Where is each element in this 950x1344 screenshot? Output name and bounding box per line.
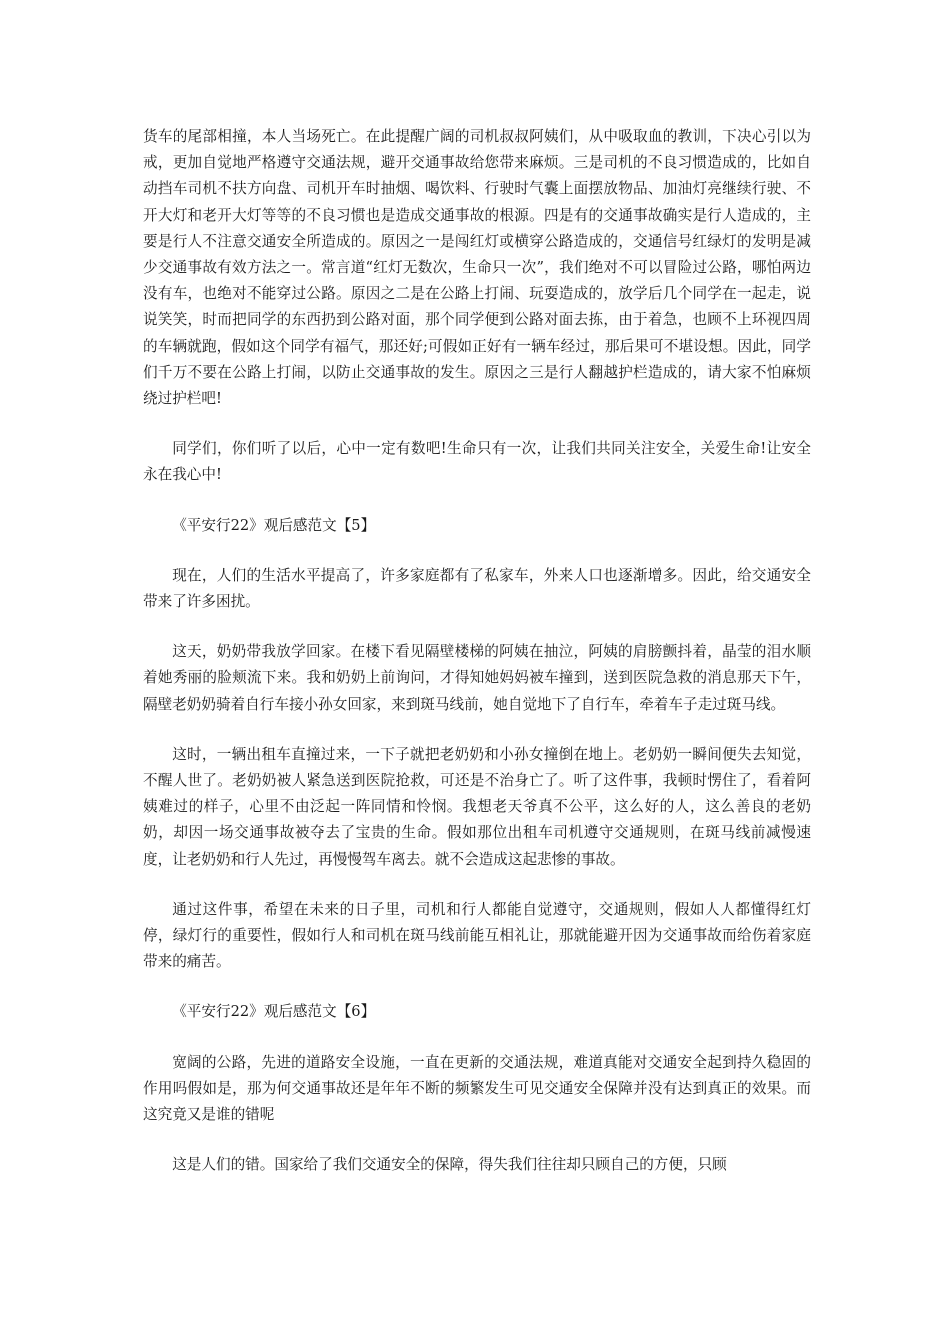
section-heading: 《平安行22》观后感范文【6】 [172, 1003, 376, 1021]
paragraph-continued: 货车的尾部相撞，本人当场死亡。在此提醒广阔的司机叔叔阿姨们，从中吸取血的教训，下决心引以为戒，更加自觉地严格遵守交通法规，避开交通事故给您带来麻烦。三是司机的不良习惯造成的，比如自动挡车司机不扶方向盘、司机开车时抽烟、喝饮料、行驶时气囊上面摆放物品、加油灯亮继续行驶、不开大灯和老开大灯等等的不良习惯也是造成交通事故的根源。四是有的交通事故确实是行人造成的，主要是行人不注意交通安全所造成的。原因之一是闯红灯或横穿公路造成的，交通信号红绿灯的发明是减少交通事故有效方法之一。常言道“红灯无数次，生命只一次”，我们绝对不可以冒险过公路，哪怕两边没有车，也绝对不能穿过公路。原因之二是在公路上打闹、玩耍造成的，放学后几个同学在一起走，说说笑笑，时而把同学的东西扔到公路对面，那个同学便到公路对面去拣，由于着急，也顾不上环视四周的车辆就跑，假如这个同学有福气，那还好;可假如正好有一辆车经过，那后果可不堪设想。因此，同学们千万不要在公路上打闹，以防止交通事故的发生。原因之三是行人翻越护栏造成的，请大家不怕麻烦绕过护栏吧! [143, 128, 811, 408]
paragraph: 这天，奶奶带我放学回家。在楼下看见隔壁楼梯的阿姨在抽泣，阿姨的肩膀颤抖着，晶莹的泪水顺着她秀丽的脸颊流下来。我和奶奶上前询问，才得知她妈妈被车撞到，送到医院急救的消息那天下午，隔壁老奶奶骑着自行车接小孙女回家，来到斑马线前，她自觉地下了自行车，牵着车子走过斑马线。 [143, 643, 811, 713]
paragraph: 现在，人们的生活水平提高了，许多家庭都有了私家车，外来人口也逐渐增多。因此，给交通安全带来了许多困扰。 [143, 566, 811, 611]
document-body [143, 124, 811, 1203]
paragraph: 宽阔的公路，先进的道路安全设施，一直在更新的交通法规，难道真能对交通安全起到持久稳固的作用吗假如是，那为何交通事故还是年年不断的频繁发生可见交通安全保障并没有达到真正的效果。而这究竟又是谁的错呢 [143, 1053, 811, 1124]
paragraph: 这是人们的错。国家给了我们交通安全的保障，得失我们往往却只顾自己的方便，只顾 [172, 1156, 727, 1174]
paragraph: 同学们，你们听了以后，心中一定有数吧!生命只有一次，让我们共同关注安全，关爱生命!让安全永在我心中! [143, 440, 811, 484]
paragraph: 通过这件事，希望在未来的日子里，司机和行人都能自觉遵守，交通规则，假如人人都懂得红灯停，绿灯行的重要性，假如行人和司机在斑马线前能互相礼让，那就能避开因为交通事故而给伤着家庭带来的痛苦。 [143, 900, 811, 971]
paragraph: 这时，一辆出租车直撞过来，一下子就把老奶奶和小孙女撞倒在地上。老奶奶一瞬间便失去知觉，不醒人世了。老奶奶被人紧急送到医院抢救，可还是不治身亡了。听了这件事，我顿时愣住了，看着阿姨难过的样子，心里不由泛起一阵同情和怜悯。我想老天爷真不公平，这么好的人，这么善良的老奶奶，却因一场交通事故被夺去了宝贵的生命。假如那位出租车司机遵守交通规则，在斑马线前减慢速度，让老奶奶和行人先过，再慢慢驾车离去。就不会造成这起悲惨的事故。 [143, 745, 811, 868]
section-heading: 《平安行22》观后感范文【5】 [172, 516, 376, 534]
